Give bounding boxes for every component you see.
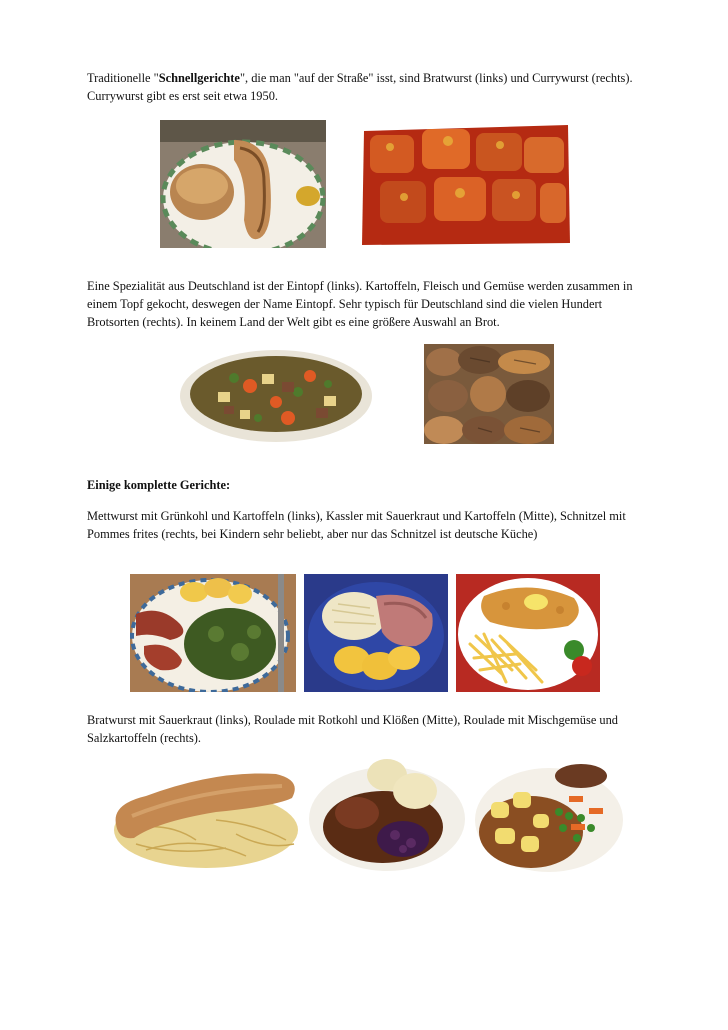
roulade-rotkohl-kloesse-photo (307, 757, 466, 871)
currywurst-photo (360, 121, 572, 247)
complete-meals-heading: Einige komplette Gerichte: (87, 478, 231, 492)
eintopf-photo (178, 344, 374, 444)
meals-paragraph-1: Mettwurst mit Grünkohl und Kartoffeln (links), Kassler mit Sauerkraut und Kartoffeln (Mitte), Schnitzel mit Pommes frites (rechts, bei Kindern sehr beliebt, aber nur das Schnitzel ist deutsche Küche) (87, 509, 626, 541)
bratwurst-mit-broetchen-photo (160, 120, 326, 248)
kassler-sauerkraut-photo (304, 574, 448, 692)
brotsorten-photo (424, 344, 554, 444)
bratwurst-sauerkraut-photo (106, 760, 300, 872)
schnitzel-pommes-photo (456, 574, 600, 692)
snacks-paragraph: Traditionelle "Schnellgerichte", die man "auf der Straße" isst, sind Bratwurst (links) und Currywurst (rechts). Currywurst gibt es erst seit etwa 1950. (87, 71, 633, 103)
meals-paragraph-2: Bratwurst mit Sauerkraut (links), Roulade mit Rotkohl und Klößen (Mitte), Roulade mit Mischgemüse und Salzkartoffeln (rechts). (87, 713, 619, 745)
schnellgerichte-bold: Schnellgerichte (158, 71, 240, 85)
mettwurst-gruenkohl-photo (130, 574, 296, 692)
specialties-paragraph: Eine Spezialität aus Deutschland ist der Eintopf (links). Kartoffeln, Fleisch und Gemüse werden zusammen in einem Topf gekocht, deswegen der Name Eintopf. Sehr typisch für Deutschland sind die vielen Hundert Brotsorten (rechts). In keinem Land der Welt gibt es eine größere Auswahl an Brot. (87, 279, 633, 329)
roulade-mischgemuese-photo (473, 762, 625, 874)
